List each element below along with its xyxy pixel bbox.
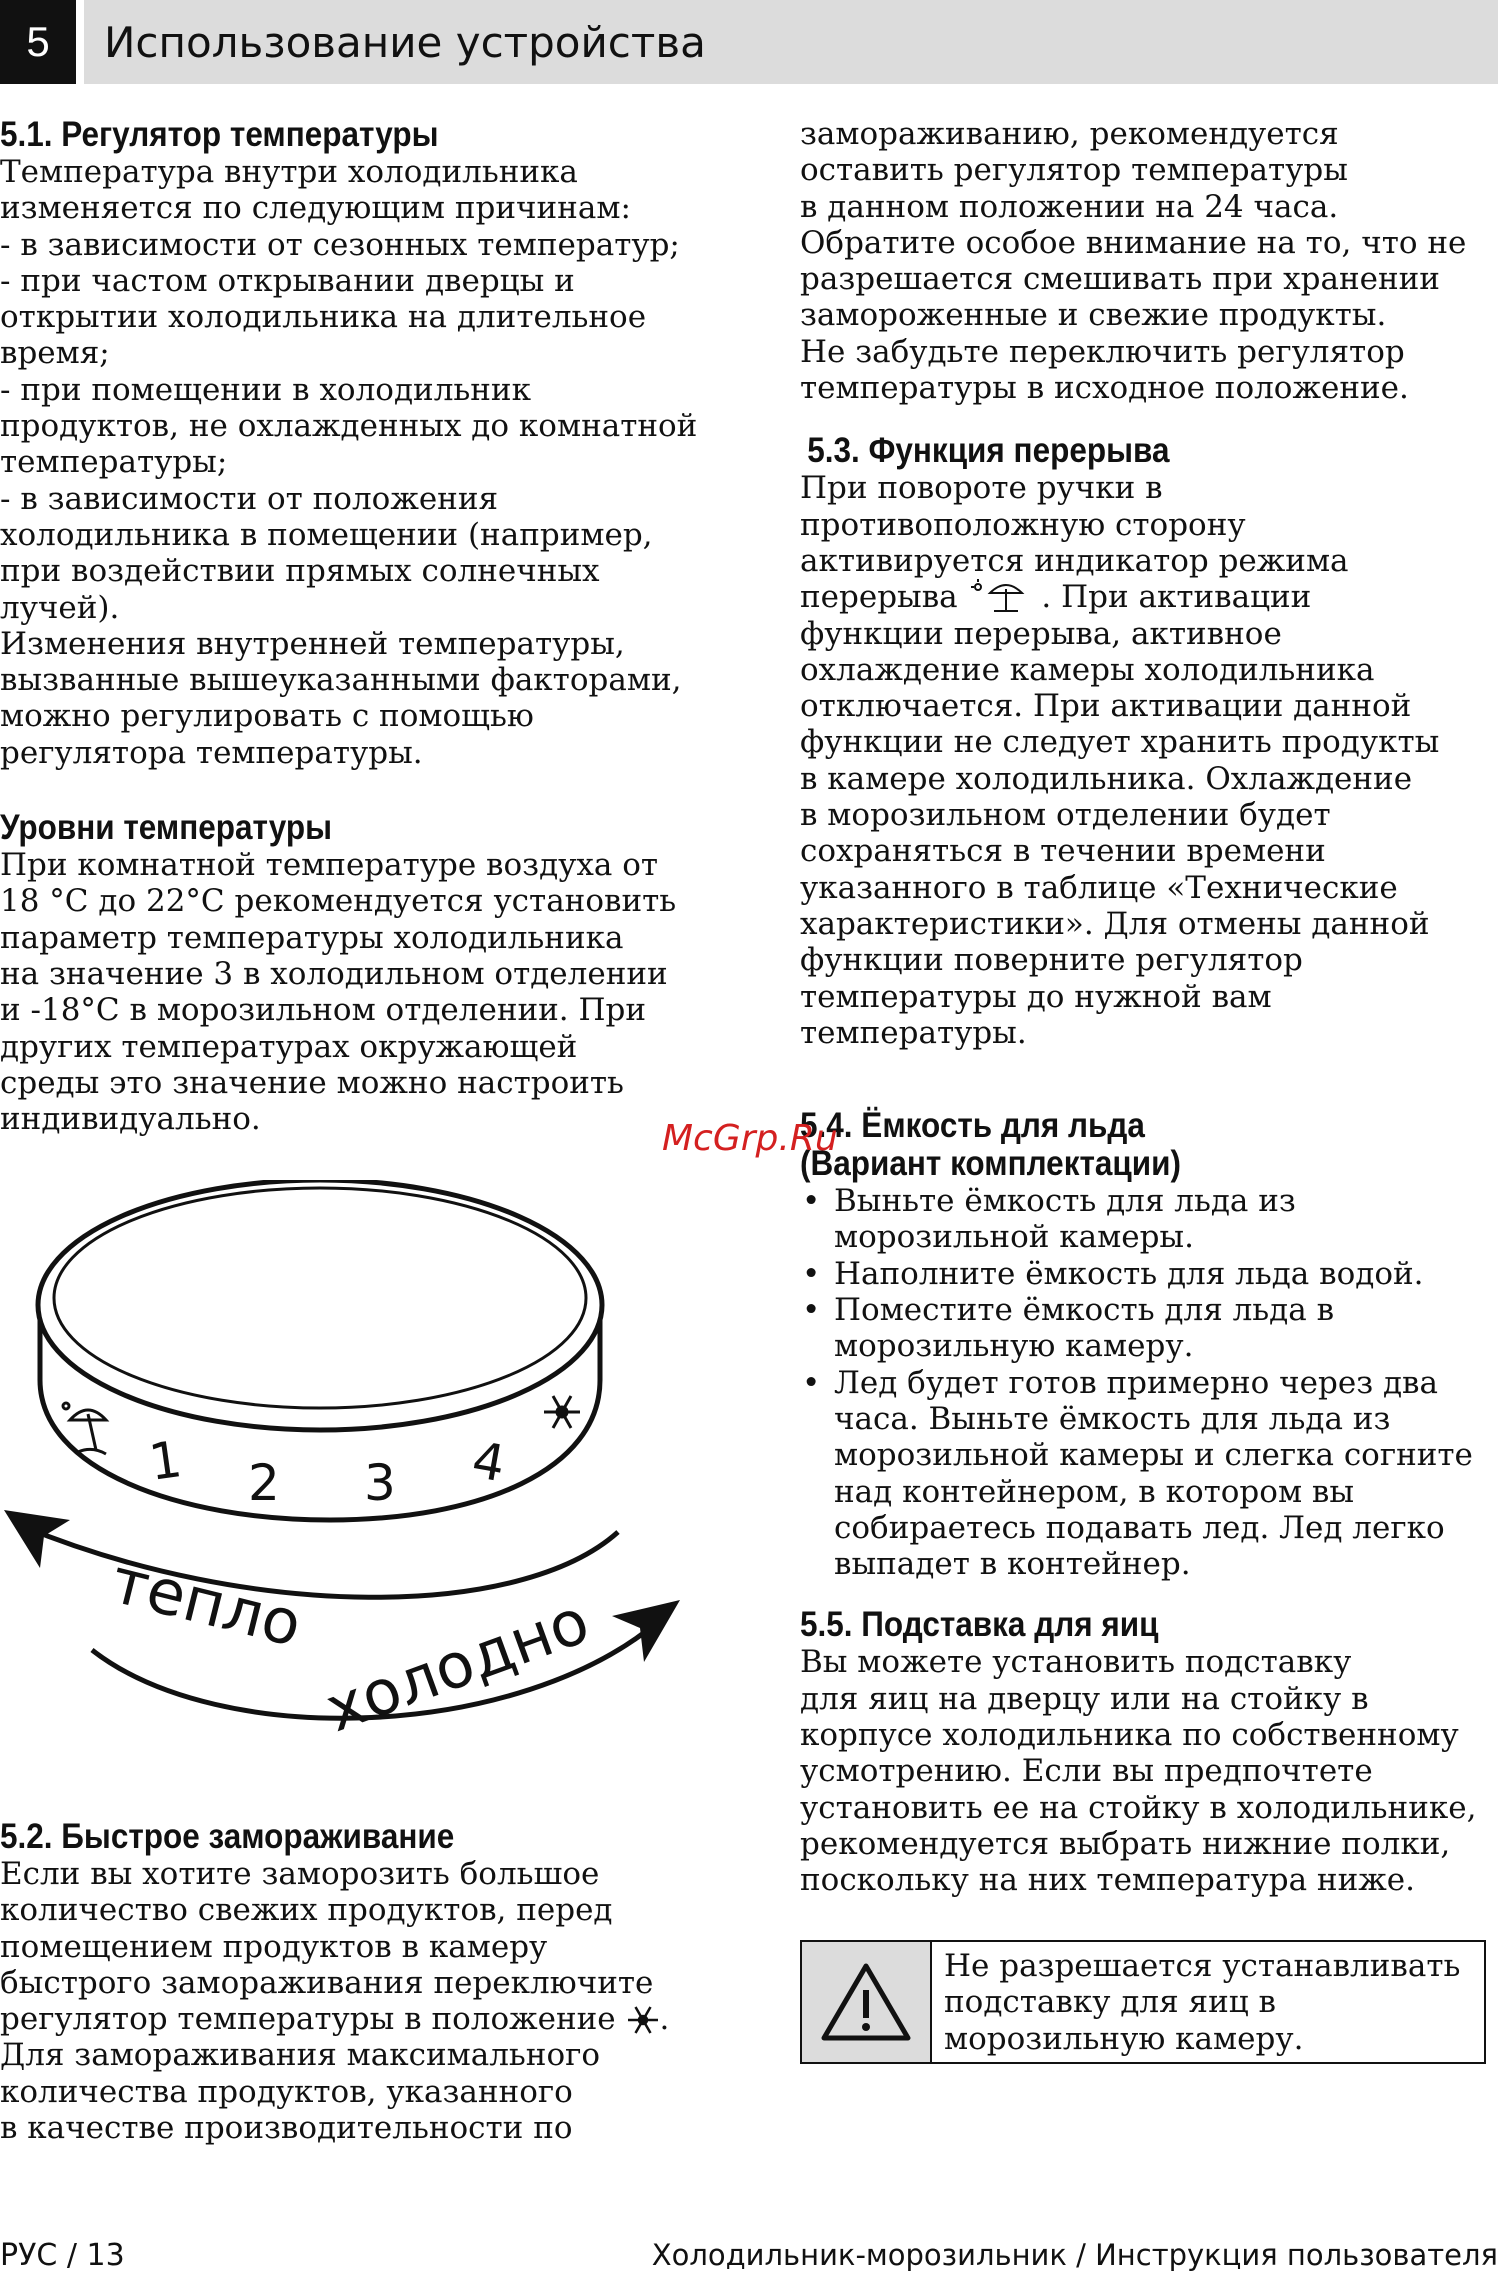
list-item: • Поместите ёмкость для льда в морозильную камеру. [800, 1292, 1500, 1365]
left-column [0, 116, 740, 1137]
warm-label: тепло [104, 1543, 309, 1662]
temperature-levels-title: Уровни температуры [0, 808, 332, 848]
section-5-1-title: 5.1. Регулятор температуры [0, 115, 439, 154]
watermark: McGrp.Ru [662, 1118, 838, 1159]
section-5-2: 5.2. Быстрое замораживание Если вы хотите заморозить большое количество свежих продуктов, перед помещением продуктов в камеру быстрого замораживания переключите регулятор температуры в положение . Для замораживания максимального количества продуктов, указанного в качестве производительности по [0, 1817, 670, 2147]
chapter-number: 5 [0, 0, 76, 84]
dial-number-2: 2 [248, 1454, 280, 1512]
cold-label: холодно [316, 1583, 599, 1747]
snowflake-icon [626, 2003, 660, 2037]
cold-arrow-head [612, 1600, 680, 1662]
section-5-4-title: 5.4. Ёмкость для льда [800, 1106, 1145, 1146]
section-5-5-title: 5.5. Подставка для яиц [800, 1605, 1159, 1645]
warning-triangle-icon [802, 1942, 932, 2062]
list-item: • Выньте ёмкость для льда из морозильной камеры. [800, 1183, 1500, 1256]
dial-number-4: 4 [467, 1430, 510, 1494]
ice-tray-steps [800, 1183, 1500, 1582]
section-5-1-body: Температура внутри холодильника изменяется по следующим причинам: - в зависимости от сезонных температур; - при частом открывании дверцы и открытии холодильника на длительное время; - при помещении в холодильник продуктов, не охлажденных до комнатной температуры; - в зависимости от положения холодильника в помещении (например, при воздействии прямых солнечных лучей). Изменения внутренней температуры, вызванные вышеуказанными факторами, можно регулировать с помощью регулятора температуры. [0, 154, 698, 771]
warning-box [800, 1940, 1486, 2064]
list-item: • Наполните ёмкость для льда водой. [800, 1256, 1500, 1292]
temperature-dial-illustration [0, 1180, 700, 1780]
temperature-levels-body: При комнатной температуре воздуха от 18 °C до 22°C рекомендуется установить параметр температуры холодильника на значение 3 в холодильном отделении и -18°C в морозильном отделении. При других температурах окружающей среды это значение можно настроить индивидуально. [0, 847, 677, 1138]
list-item: • Лед будет готов примерно через два часа. Выньте ёмкость для льда из морозильной камеры и слегка согните над контейнером, в котором вы собираетесь подавать лед. Лед легко выпадет в контейнер. [800, 1365, 1500, 1583]
section-5-3-body: При повороте ручки в противоположную сторону активируется индикатор режима перерыва . При активации функции перерыва, активное охлаждение камеры холодильника отключается. При активации данной функции не следует хранить продукты в камере холодильника. Охлаждение в морозильном отделении будет сохраняться в течении времени указанного в таблице «Технические характеристики». Для отмены данной функции поверните регулятор температуры до нужной вам температуры. [800, 470, 1440, 1051]
section-5-2-continued: замораживанию, рекомендуется оставить регулятор температуры в данном положении на 24 часа. Обратите особое внимание на то, что не разрешается смешивать при хранении замороженные и свежие продукты. Не забудьте переключить регулятор температуры в исходное положение. [800, 116, 1467, 407]
footer-page-number: РУС / 13 [0, 2238, 125, 2273]
section-5-4-subtitle: (Вариант комплектации) [800, 1144, 1182, 1184]
dial-number-3: 3 [364, 1454, 396, 1512]
dial-top-inner [54, 1188, 586, 1408]
warning-text: Не разрешается устанавливать подставку для яиц в морозильную камеру. [944, 1948, 1461, 2057]
vacation-umbrella-icon [968, 579, 1032, 613]
section-5-5-body: Вы можете установить подставку для яиц на дверцу или на стойку в корпусе холодильника по собственному усмотрению. Если вы предпочтете установить ее на стойку в холодильнике, рекомендуется выбрать нижние полки, поскольку на них температура ниже. [800, 1644, 1477, 1899]
footer-document-title: Холодильник-морозильник / Инструкция пользователя [651, 2238, 1498, 2272]
section-5-3-title: 5.3. Функция перерыва [807, 431, 1170, 471]
section-5-2-title: 5.2. Быстрое замораживание [0, 1817, 455, 1856]
dial-number-1: 1 [145, 1430, 186, 1492]
right-column [800, 116, 1500, 1898]
chapter-title: Использование устройства [84, 0, 1498, 84]
